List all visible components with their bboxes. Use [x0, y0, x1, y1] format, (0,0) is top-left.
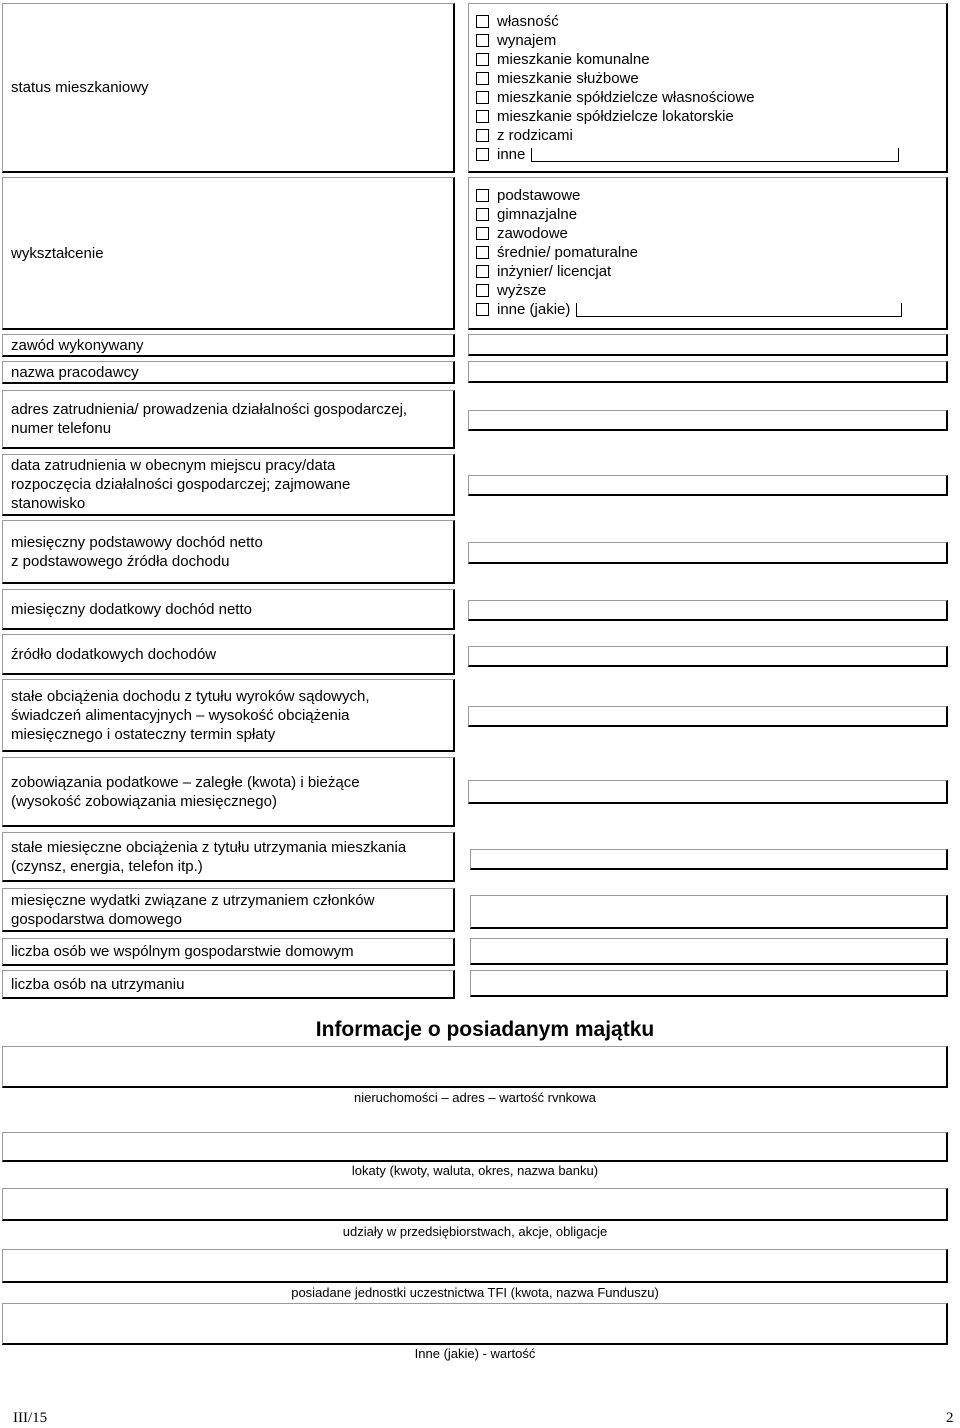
checkbox-icon[interactable]: [476, 265, 489, 278]
fund-units-caption: posiadane jednostki uczestnictwa TFI (kwota, nazwa Funduszu): [291, 1285, 659, 1300]
checkbox-icon[interactable]: [476, 110, 489, 123]
occupation-field[interactable]: [468, 334, 948, 356]
household-expenses-label: miesięczne wydatki związane z utrzymaniem członków gospodarstwa domowego: [11, 891, 375, 928]
education-option-lower-secondary[interactable]: gimnazjalne: [476, 205, 946, 224]
household-members-label: liczba osób we wspólnym gospodarstwie domowym: [11, 943, 354, 960]
additional-income-field[interactable]: [468, 600, 948, 621]
education-other-input[interactable]: [576, 303, 902, 317]
household-expenses-label-box: [2, 888, 455, 932]
footer-code: III/15: [13, 1410, 48, 1426]
employer-address-label-box: [2, 390, 455, 449]
additional-income-label: miesięczny dodatkowy dochód netto: [11, 600, 252, 618]
basic-income-label: miesięczny podstawowy dochód netto z podstawowego źródła dochodu: [11, 533, 263, 570]
housing-option-coop-tenant[interactable]: mieszkanie spółdzielcze lokatorskie: [476, 107, 946, 126]
housing-costs-label-box: [2, 832, 455, 882]
real-estate-field[interactable]: [2, 1046, 948, 1088]
housing-option-service[interactable]: mieszkanie służbowe: [476, 69, 946, 88]
employer-address-label: adres zatrudnienia/ prowadzenia działalności gospodarczej, numer telefonu: [11, 401, 408, 437]
checkbox-icon[interactable]: [476, 303, 489, 316]
dependents-label: liczba osób na utrzymaniu: [11, 975, 185, 993]
checkbox-icon[interactable]: [476, 246, 489, 259]
checkbox-icon[interactable]: [476, 72, 489, 85]
income-encumbrance-label-box: [2, 679, 455, 752]
shares-caption: udziały w przedsiębiorstwach, akcje, obligacje: [342, 1224, 608, 1239]
employer-field[interactable]: [468, 361, 948, 383]
dependents-label-box: [2, 970, 455, 999]
housing-option-coop-ownership[interactable]: mieszkanie spółdzielcze własnościowe: [476, 88, 946, 107]
housing-option-other[interactable]: inne: [476, 145, 946, 164]
education-option-engineer[interactable]: inżynier/ licencjat: [476, 262, 946, 281]
employer-label-box: [2, 361, 455, 384]
checkbox-icon[interactable]: [476, 15, 489, 28]
household-members-label-box: [2, 938, 455, 966]
housing-other-input[interactable]: [531, 148, 899, 162]
tax-liabilities-label: zobowiązania podatkowe – zaległe (kwota) i bieżące (wysokość zobowiązania miesięcznego): [11, 773, 360, 810]
deposits-caption: lokaty (kwoty, waluta, okres, nazwa banku): [351, 1163, 599, 1178]
basic-income-field[interactable]: [468, 542, 948, 564]
employment-date-field[interactable]: [468, 475, 948, 496]
page-number: 2: [946, 1410, 954, 1426]
education-option-higher[interactable]: wyższe: [476, 281, 946, 300]
employment-date-label-box: [2, 454, 455, 516]
education-option-vocational[interactable]: zawodowe: [476, 224, 946, 243]
shares-field[interactable]: [2, 1188, 948, 1221]
education-label-box: [2, 177, 455, 330]
household-members-field[interactable]: [470, 938, 948, 965]
checkbox-icon[interactable]: [476, 91, 489, 104]
assets-heading: Informacje o posiadanym majątku: [315, 1018, 655, 1041]
tax-liabilities-label-box: [2, 757, 455, 827]
real-estate-caption: nieruchomości – adres – wartość rvnkowa: [353, 1090, 597, 1105]
checkbox-icon[interactable]: [476, 129, 489, 142]
housing-option-parents[interactable]: z rodzicami: [476, 126, 946, 145]
checkbox-icon[interactable]: [476, 34, 489, 47]
employer-label: nazwa pracodawcy: [11, 363, 139, 381]
dependents-field[interactable]: [470, 970, 948, 997]
housing-costs-label: stałe miesięczne obciążenia z tytułu utrzymania mieszkania (czynsz, energia, telefon itp.): [11, 838, 407, 875]
checkbox-icon[interactable]: [476, 148, 489, 161]
housing-status-label-box: [2, 3, 455, 173]
housing-status-label: status mieszkaniowy: [11, 79, 149, 96]
occupation-label-box: [2, 334, 455, 357]
housing-status-options: [468, 3, 948, 173]
income-encumbrance-label: stałe obciążenia dochodu z tytułu wyroków sądowych, świadczeń alimentacyjnych – wysokość obciążenia miesięcznego i ostateczny termin spłaty: [11, 687, 370, 743]
employment-date-label: data zatrudnienia w obecnym miejscu pracy/data rozpoczęcia działalności gospodarczej; zajmowane stanowisko: [11, 457, 351, 512]
housing-option-rent[interactable]: wynajem: [476, 31, 946, 50]
checkbox-icon[interactable]: [476, 208, 489, 221]
checkbox-icon[interactable]: [476, 189, 489, 202]
income-source-label: źródło dodatkowych dochodów: [11, 645, 217, 663]
checkbox-icon[interactable]: [476, 227, 489, 240]
checkbox-icon[interactable]: [476, 284, 489, 297]
housing-option-own[interactable]: własność: [476, 12, 946, 31]
education-options: [468, 177, 948, 330]
basic-income-label-box: [2, 520, 455, 584]
housing-option-municipal[interactable]: mieszkanie komunalne: [476, 50, 946, 69]
education-label: wykształcenie: [11, 244, 104, 262]
other-assets-caption: Inne (jakie) - wartość: [414, 1346, 536, 1361]
deposits-field[interactable]: [2, 1132, 948, 1162]
education-option-other[interactable]: inne (jakie): [476, 300, 946, 319]
checkbox-icon[interactable]: [476, 53, 489, 66]
household-expenses-field[interactable]: [470, 895, 948, 929]
additional-income-label-box: [2, 589, 455, 630]
fund-units-field[interactable]: [2, 1249, 948, 1283]
income-source-field[interactable]: [468, 646, 948, 667]
tax-liabilities-field[interactable]: [468, 780, 948, 804]
education-option-secondary[interactable]: średnie/ pomaturalne: [476, 243, 946, 262]
education-option-primary[interactable]: podstawowe: [476, 186, 946, 205]
income-source-label-box: [2, 634, 455, 675]
employer-address-field[interactable]: [468, 410, 948, 431]
housing-costs-field[interactable]: [470, 849, 948, 870]
occupation-label: zawód wykonywany: [11, 336, 144, 354]
income-encumbrance-field[interactable]: [468, 706, 948, 727]
other-assets-field[interactable]: [2, 1303, 948, 1345]
